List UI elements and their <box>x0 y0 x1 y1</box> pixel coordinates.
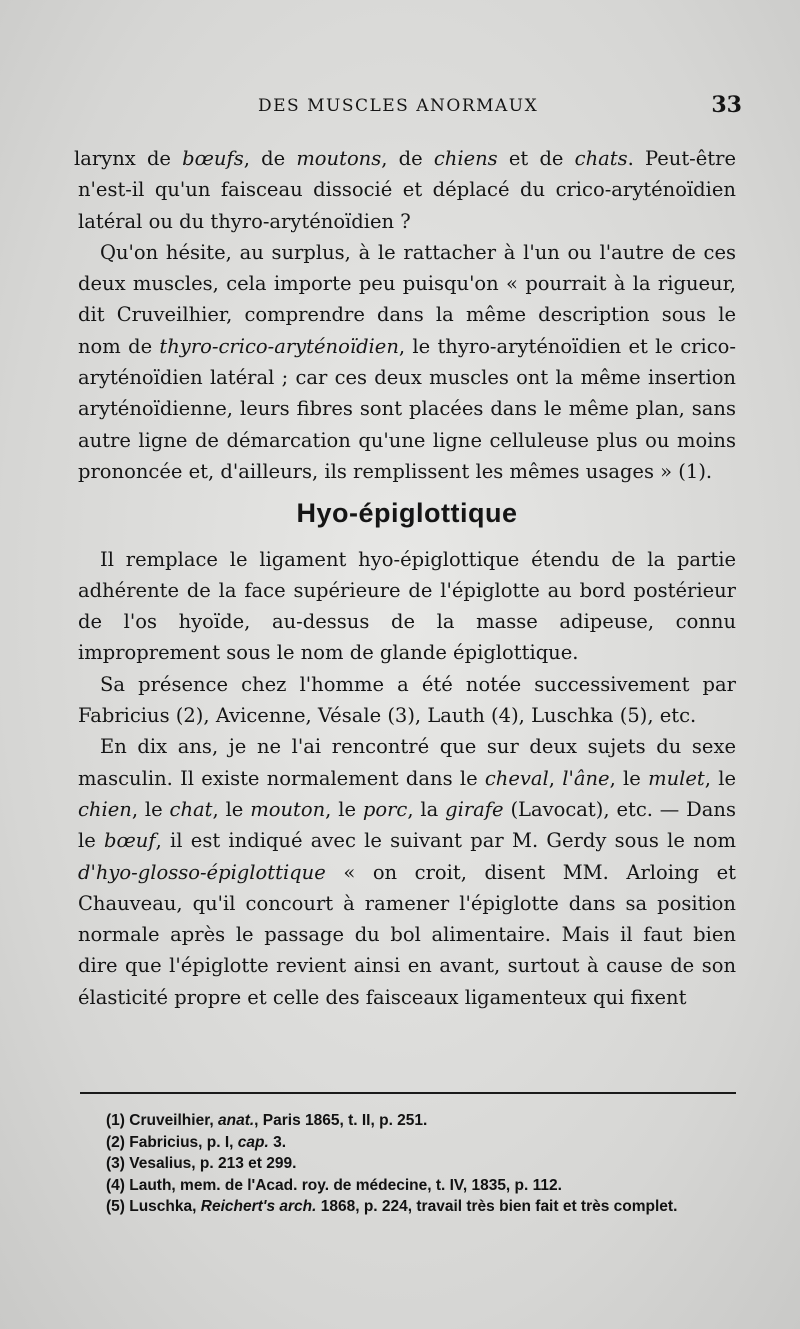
footnote <box>80 1153 752 1175</box>
footnotes <box>80 1110 752 1218</box>
italic-text: thyro-crico-aryténoïdien <box>159 334 399 358</box>
italic-text: anat. <box>217 1112 255 1129</box>
footnote <box>80 1175 752 1197</box>
italic-text: chiens <box>433 147 498 170</box>
paragraphs <box>74 143 737 487</box>
italic-text: mouton <box>250 797 326 821</box>
text-run: , le <box>325 797 363 821</box>
text-run: (Lavocat), etc. — Dans le <box>78 797 736 853</box>
paragraph <box>78 669 736 732</box>
section-heading: Hyo-épiglottique <box>296 498 518 529</box>
page-body <box>74 143 737 1013</box>
text-run: En dix ans, je ne l'ai rencontré que sur deux sujets du sexe masculin. Il existe normalement dans le <box>78 735 736 790</box>
italic-text: l'âne <box>562 766 610 790</box>
text-run: , le <box>609 766 649 790</box>
text-run: (1) Cruveilhier, <box>106 1112 218 1129</box>
text-run: , le <box>212 797 251 821</box>
italic-text: d'hyo-glosso-épiglottique <box>78 860 326 884</box>
text-run: (2) Fabricius, p. I, <box>106 1133 238 1151</box>
text-run: , de <box>243 147 297 170</box>
running-title: DES MUSCLES ANORMAUX <box>258 96 539 116</box>
text-run: , Paris 1865, t. II, p. 251. <box>254 1112 428 1129</box>
text-run: , le <box>131 797 170 821</box>
italic-text: porc <box>362 797 408 821</box>
page-number: 33 <box>711 92 742 118</box>
italic-text: bœufs <box>182 147 244 170</box>
text-run: 3. <box>268 1133 287 1151</box>
text-run: , <box>548 766 563 790</box>
text-run: (4) Lauth, mem. de l'Acad. roy. de médecine, t. IV, 1835, p. 112. <box>106 1176 562 1194</box>
paragraph <box>78 731 736 1013</box>
text-run: Qu'on hésite, au surplus, à le rattacher à l'un ou l'autre de ces deux muscles, cela importe peu puisqu'on « pourrait à la rigueur, dit Cruveilhier, comprendre dans la même description sous le nom de <box>78 240 736 358</box>
text-run: , de <box>381 147 434 170</box>
paragraph <box>78 544 736 669</box>
footnote <box>80 1196 752 1218</box>
italic-text: chats <box>574 147 628 170</box>
italic-text: cap. <box>237 1133 269 1151</box>
footnote-rule <box>80 1092 736 1094</box>
text-run: , le thyro-aryténoïdien et le crico-aryténoïdien latéral ; car ces deux muscles ont la même insertion aryténoïdienne, leurs fibres sont placées dans le même plan, sans autre ligne de démarcation qu'une ligne celluleuse plus ou moins prononcée et, d'ailleurs, ils remplissent les mêmes usages » (1). <box>78 334 736 483</box>
footnote <box>80 1110 752 1132</box>
text-run: (3) Vesalius, p. 213 et 299. <box>106 1155 297 1172</box>
text-run: larynx de <box>74 147 183 170</box>
text-run: , le <box>704 766 737 790</box>
text-run: , il est indiqué avec le suivant par M. Gerdy sous le nom <box>155 829 736 853</box>
text-run: . Peut-être n'est-il qu'un faisceau dissocié et déplacé du crico-aryténoïdien latéral ou du thyro-aryténoïdien ? <box>78 147 737 233</box>
italic-text: chat <box>169 797 213 821</box>
text-run: 1868, p. 224, travail très bien fait et très complet. <box>316 1198 678 1215</box>
italic-text: chien <box>78 797 132 821</box>
italic-text: bœuf <box>104 829 156 853</box>
text-run: « on croit, disent MM. Arloing et Chauveau, qu'il concourt à ramener l'épiglotte dans sa position normale après le passage du bol alimentaire. Mais il faut bien dire que l'épiglotte revient ainsi en avant, surtout à cause de son élasticité propre et celle des faisceaux ligamenteux qui fixent <box>78 860 736 1009</box>
section-paragraphs <box>78 544 736 1013</box>
paragraph <box>74 143 737 237</box>
italic-text: mulet <box>648 766 705 790</box>
italic-text: Reichert's arch. <box>200 1198 317 1215</box>
paragraph <box>78 237 736 487</box>
italic-text: cheval <box>484 766 549 790</box>
footnote <box>80 1132 752 1154</box>
italic-text: moutons <box>296 147 382 170</box>
text-run: Il remplace le ligament hyo-épiglottique étendu de la partie adhérente de la face supérieure de l'épiglotte au bord postérieur de l'os hyoïde, au-dessus de la masse adipeuse, connu improprement sous le nom de glande épiglottique. <box>78 547 736 665</box>
italic-text: girafe <box>445 797 504 821</box>
text-run: (5) Luschka, <box>106 1198 201 1215</box>
text-run: , la <box>407 797 446 821</box>
text-run: Sa présence chez l'homme a été notée successivement par Fabricius (2), Avicenne, Vésale (3), Lauth (4), Luschka (5), etc. <box>78 672 736 728</box>
text-run: et de <box>497 147 575 170</box>
